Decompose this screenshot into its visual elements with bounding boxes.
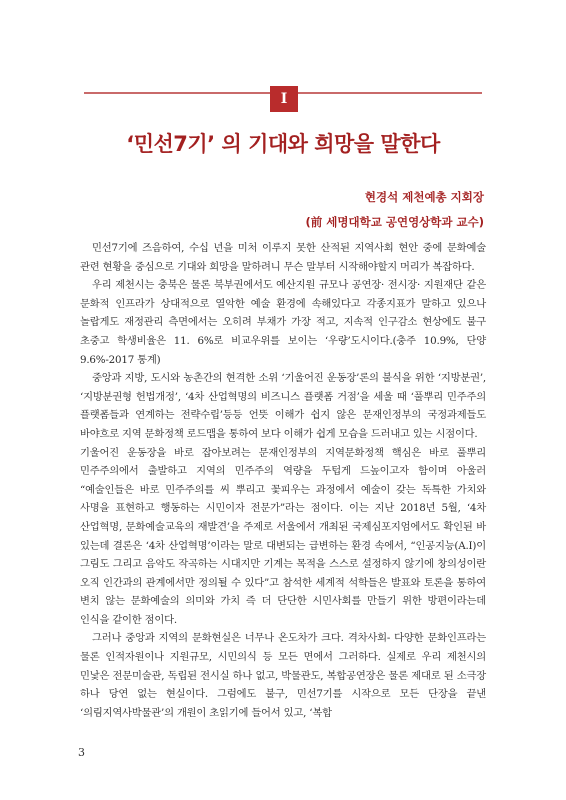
author-block bbox=[306, 185, 484, 235]
paragraph: 우리 제천시는 충북은 물론 북부권에서도 예산지원 규모나 공연장· 전시장· 지원재단 같은 문화적 인프라가 상대적으로 열악한 예술 환경에 속해있다고 각종지표가 말하고 있으나 놀랍게도 재정관리 측면에서는 오히려 부채가 가장 적고, 지속적 인구감소 현상에도 불구 초중고 학생비율은 11. 6%로 비교우위를 보이는 ‘우량’도시이다.(충주 10.9%, 단양 9.6%-2017 통계) bbox=[80, 279, 486, 366]
author-name: 현경석 제천예총 지회장 bbox=[364, 190, 484, 204]
paragraph: 기울어진 운동장을 바로 잡아보려는 문재인정부의 지역문화정책 핵심은 바로 풀뿌리 민주주의에서 출발하고 지역의 민주주의 역량을 두텁게 드높이고자 함이며 아울러 “예술인들은 바로 민주주의를 씨 뿌리고 꽃피우는 과정에서 예술이 갖는 독특한 가치와 사명을 표현하고 행동하는 시민이자 전문가”라는 점이다. 이는 지난 2018년 5월, ‘4차 산업혁명, 문화예술교육의 재발견’을 주제로 서울에서 개최된 국제심포지엄에서도 확인된 바 있는데 결론은 ‘4차 산업혁명’이라는 말로 대변되는 급변하는 환경 속에서, “인공지능(A.I)이 그림도 그리고 음악도 작곡하는 시대지만 기계는 목적을 스스로 설정하지 않기에 창의성이란 오직 인간과의 관계에서만 정의될 수 있다”고 참석한 세계적 석학들은 발표와 토론을 통하여 변치 않는 문화예술의 의미와 가치 즉 더 단단한 시민사회를 만들기 위한 방편이라는데 인식을 같이한 점이다. bbox=[80, 446, 486, 626]
article-title: ‘민선7기’ 의 기대와 희망을 말한다 bbox=[126, 132, 440, 156]
paragraph: 민선7기에 즈음하여, 수십 년을 미처 이루지 못한 산적된 지역사회 현안 중에 문화예술 관련 현황을 중심으로 기대와 희망을 말하려니 무슨 말부터 시작해야할지 머리가 복잡하다. bbox=[80, 242, 486, 273]
author-affiliation: (前 세명대학교 공연영상학과 교수) bbox=[305, 215, 484, 229]
chapter-badge bbox=[270, 86, 298, 112]
chapter-numeral: I bbox=[280, 91, 288, 107]
paragraph: 중앙과 지방, 도시와 농촌간의 현격한 소위 ‘기울어진 운동장’론의 불식을 위한 ‘지방분권’, ‘지방분권형 헌법개정’, ‘4차 산업혁명의 비즈니스 플랫폼 거점’을 세울 때 ‘풀뿌리 민주주의 플랫폼들과 연계하는 전략수립’등등 언뜻 이해가 쉽지 않은 문재인정부의 국정과제들도 바야흐로 지역 문화정책 로드맵을 통하여 보다 이해가 쉽게 모습을 드러내고 있는 시점이다. bbox=[80, 372, 486, 440]
article-body bbox=[80, 239, 486, 722]
paragraph: 그러나 중앙과 지역의 문화현실은 너무나 온도차가 크다. 격차사회- 다양한 문화인프라는 물론 인적자원이나 지원규모, 시민의식 등 모든 면에서 그러하다. 실제로 우리 제천시의 민낯은 전문미술관, 독립된 전시실 하나 없고, 박물관도, 복합공연장은 물론 제대로 된 소극장 하나 당연 없는 현실이다. 그럼에도 불구, 민선7기를 시작으로 모든 단장을 끝낸 ‘의림지역사박물관’의 개원이 초읽기에 들어서 있고, ‘복합 bbox=[80, 632, 486, 719]
page-number: 3 bbox=[78, 746, 85, 759]
